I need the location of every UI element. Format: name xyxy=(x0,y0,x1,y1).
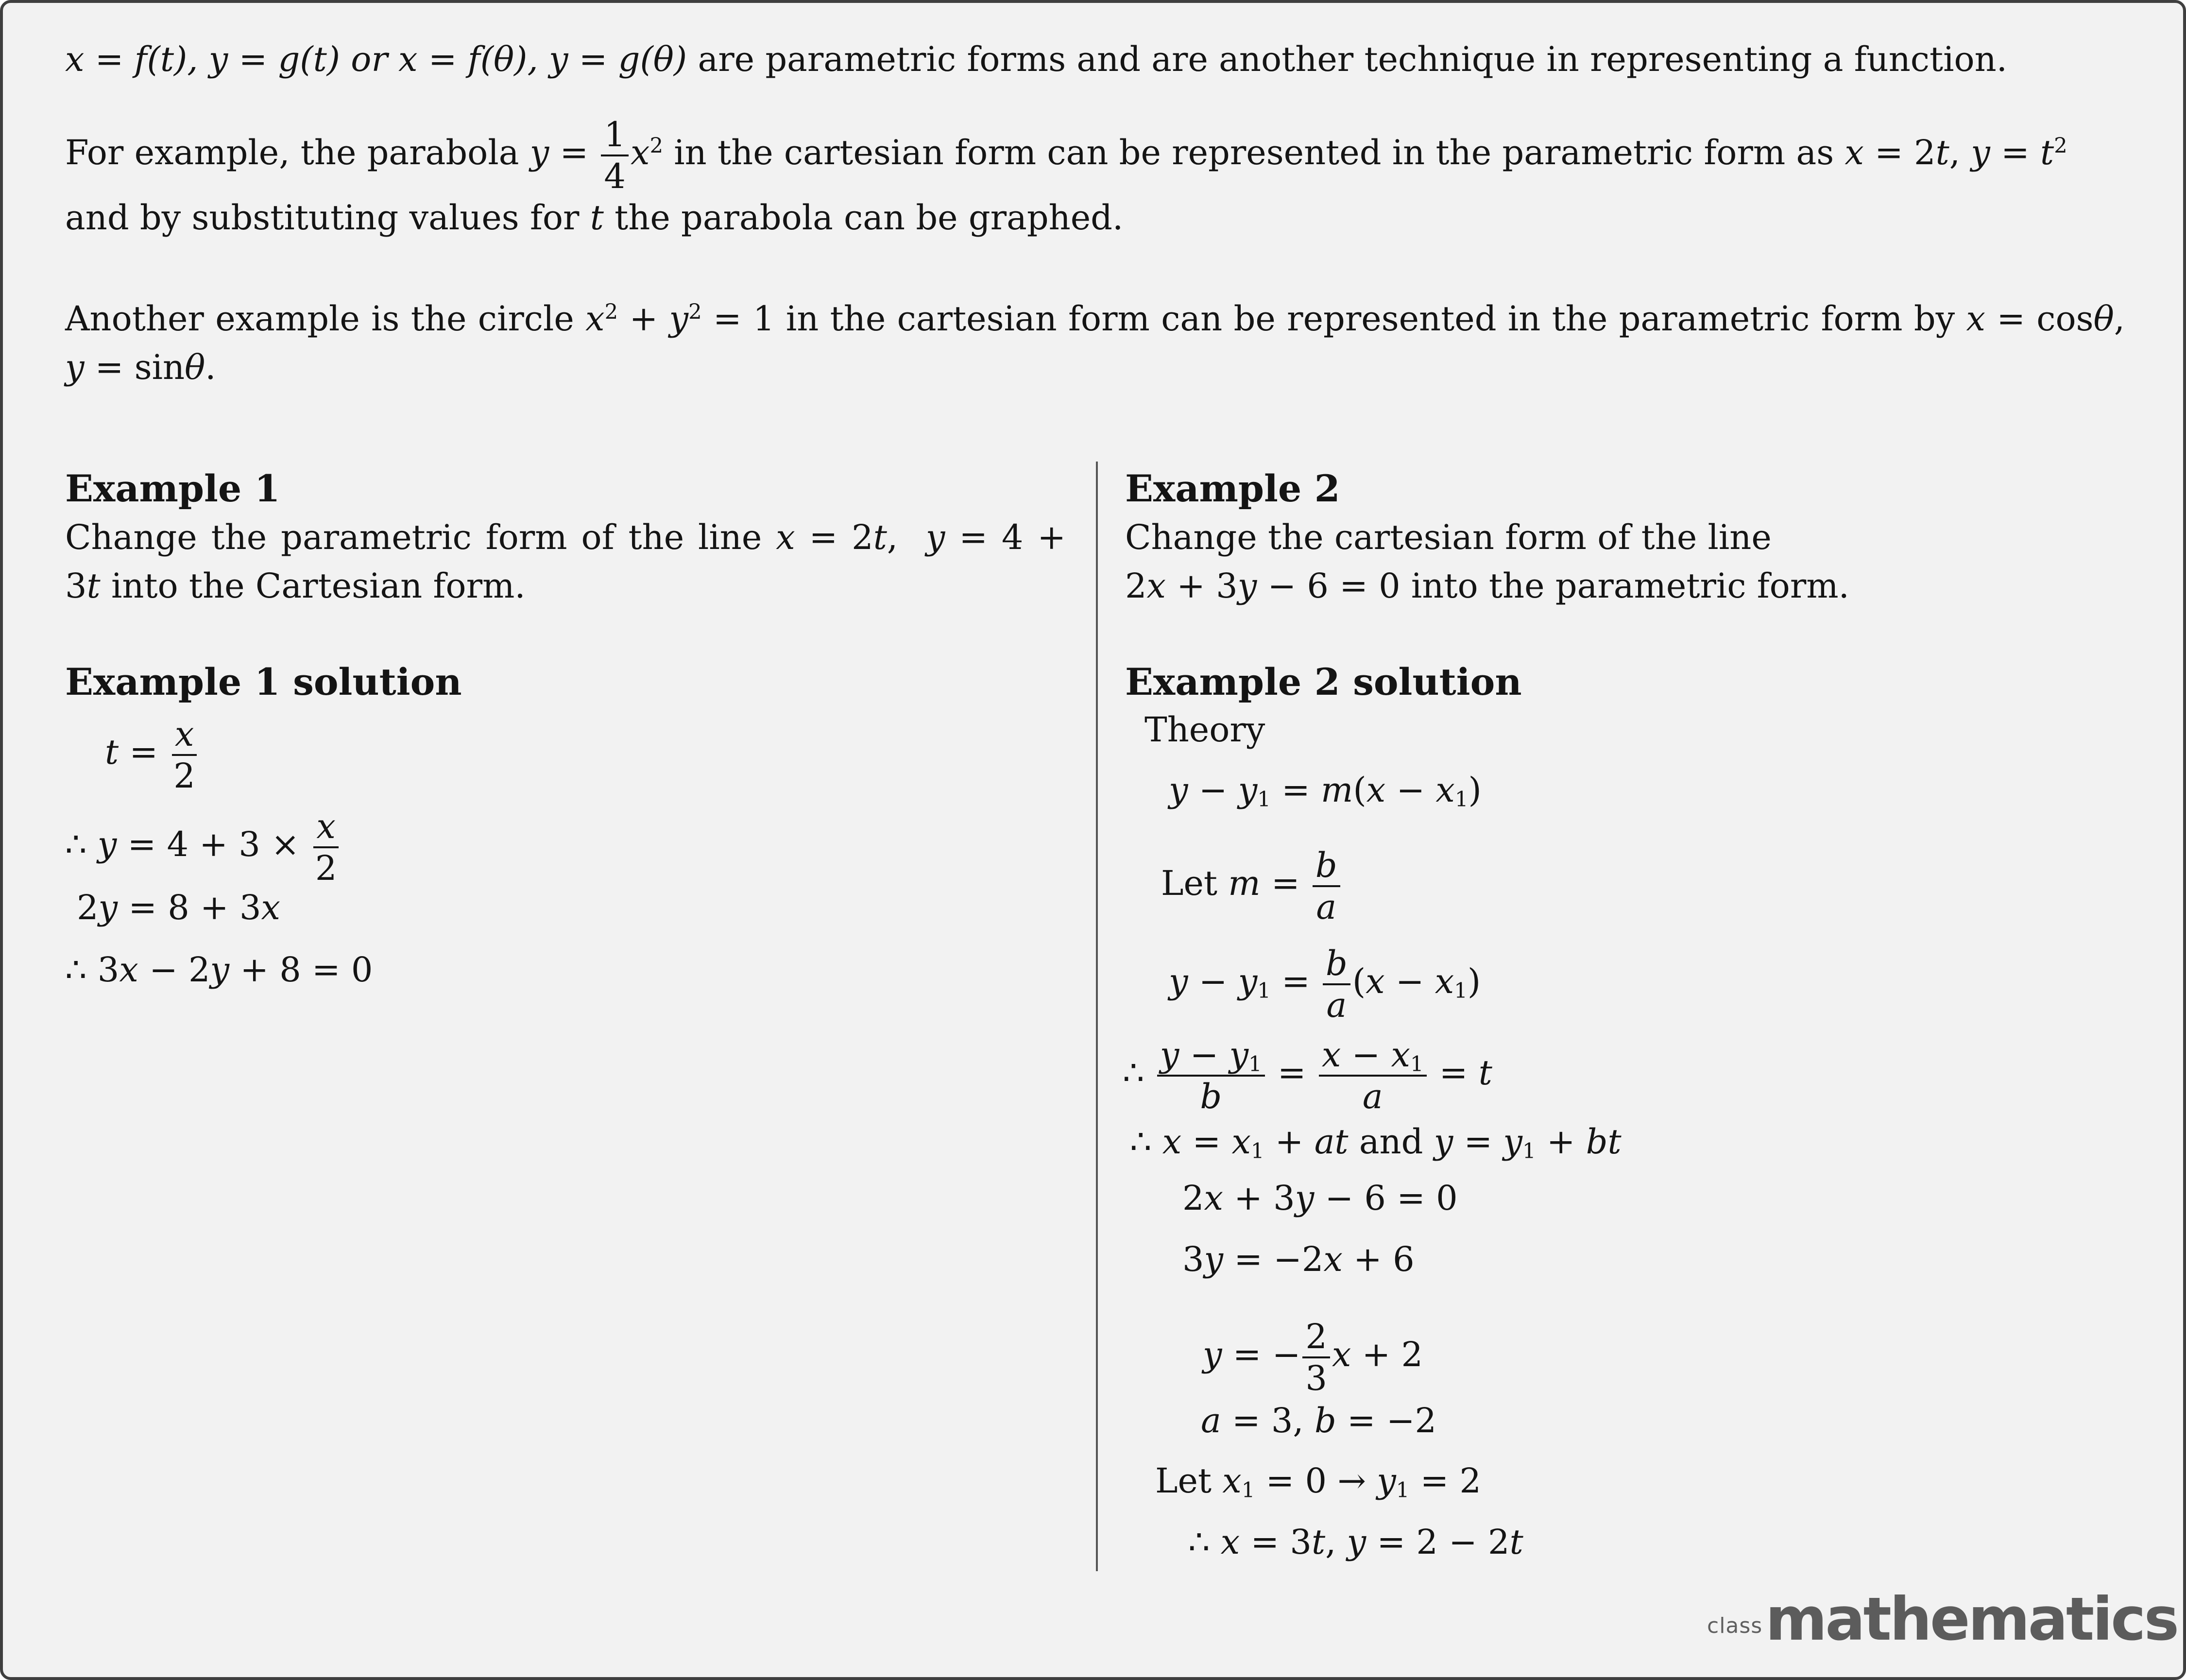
intro-paragraph-3 xyxy=(65,294,2125,392)
ex1-step-2: ∴ y = 4 + 3 × $\frac{x}{2}$ xyxy=(65,809,342,885)
intro-para-2-text-1: For example, the parabola xyxy=(65,133,530,172)
intro-para-2-text-2: in the cartesian form can be represented in the parametric form as xyxy=(663,133,1845,172)
example-2-heading: Example 2 xyxy=(1125,467,1340,510)
example-1-solution-heading: Example 1 solution xyxy=(65,660,462,703)
ex2-step-8: y = − $\frac{2}{3}$ x + 2 xyxy=(1203,1317,1423,1398)
ex2-step-3: $y - y_1$ = $\frac{b}{a}$ $(x - x_1)$ xyxy=(1169,943,1481,1025)
intro-paragraph-2 xyxy=(65,115,2125,242)
column-divider xyxy=(1096,462,1098,1571)
parabola-parametric: x xyxy=(1844,133,1864,172)
ex1-step-4: ∴ 3x − 2y + 8 = 0 xyxy=(65,950,373,990)
intro-para-3-text-1: Another example is the circle xyxy=(65,299,586,339)
circle-parametric: x = cosθ, y = sinθ xyxy=(65,299,2125,387)
ex2-step-1: $y - y_1 = m(x - x_1)$ xyxy=(1169,770,1482,812)
logo-big-text: mathematics xyxy=(1765,1585,2178,1654)
circle-equation: $x^2 + y^2 = 1$ xyxy=(585,299,775,339)
logo-small-text: class xyxy=(1707,1613,1763,1638)
intro-para-2-text-3: and by substituting values for xyxy=(65,198,590,238)
intro-line-1 xyxy=(65,35,2125,84)
parabola-parametric-rest: = 2t, $y = t^2$ xyxy=(1863,133,2067,172)
ex1-step-3: 2y = 8 + 3x xyxy=(77,888,280,927)
ex2-step-2: Let m = $\frac{b}{a}$ xyxy=(1161,848,1342,924)
ex2-step-10: Let $x_1 = 0 \to y_1 = 2$ xyxy=(1155,1461,1482,1503)
example-1-question: Change the parametric form of the line x = 2t, y = 4 + 3t into the Cartesian form. xyxy=(65,517,1066,606)
ex2-step-9: a = 3, b = −2 xyxy=(1201,1401,1437,1440)
ex2-step-7: 3y = −2x + 6 xyxy=(1182,1239,1415,1279)
class-mathematics-logo xyxy=(1707,1576,2178,1654)
ex1-step-1: t = $\frac{x}{2}$ xyxy=(105,717,200,793)
parabola-equation: y = $\frac{1}{4}$ $x^2$ xyxy=(529,115,664,196)
intro-line-1-text: are parametric forms and are another technique in representing a function. xyxy=(687,39,2007,79)
ex2-step-4: ∴ $\frac{y - y_1}{b}$ = $\frac{x - x_1}{a}$ = t xyxy=(1123,1035,1492,1116)
parametric-forms-math: x = f(t), y = g(t) or x = f(θ), y = g(θ) xyxy=(65,39,687,79)
intro-para-3-end: . xyxy=(205,347,216,387)
example-2-solution-heading: Example 2 solution xyxy=(1125,660,1522,703)
variable-t: t xyxy=(590,198,604,238)
example-1-heading: Example 1 xyxy=(65,467,280,510)
intro-para-2-text-4: the parabola can be graphed. xyxy=(603,198,1124,238)
ex2-step-11: ∴ x = 3t, y = 2 − 2t xyxy=(1188,1522,1523,1562)
ex2-step-6: 2x + 3y − 6 = 0 xyxy=(1182,1178,1458,1218)
example-2-question: Change the cartesian form of the line 2x + 3y − 6 = 0 into the parametric form. xyxy=(1125,517,1849,606)
theory-label: Theory xyxy=(1144,710,1265,750)
ex2-step-5: ∴ $x = x_1$ + at and $y = y_1$ + bt xyxy=(1130,1122,1622,1164)
intro-para-3-text-2: in the cartesian form can be represented in the parametric form by xyxy=(774,299,1966,339)
